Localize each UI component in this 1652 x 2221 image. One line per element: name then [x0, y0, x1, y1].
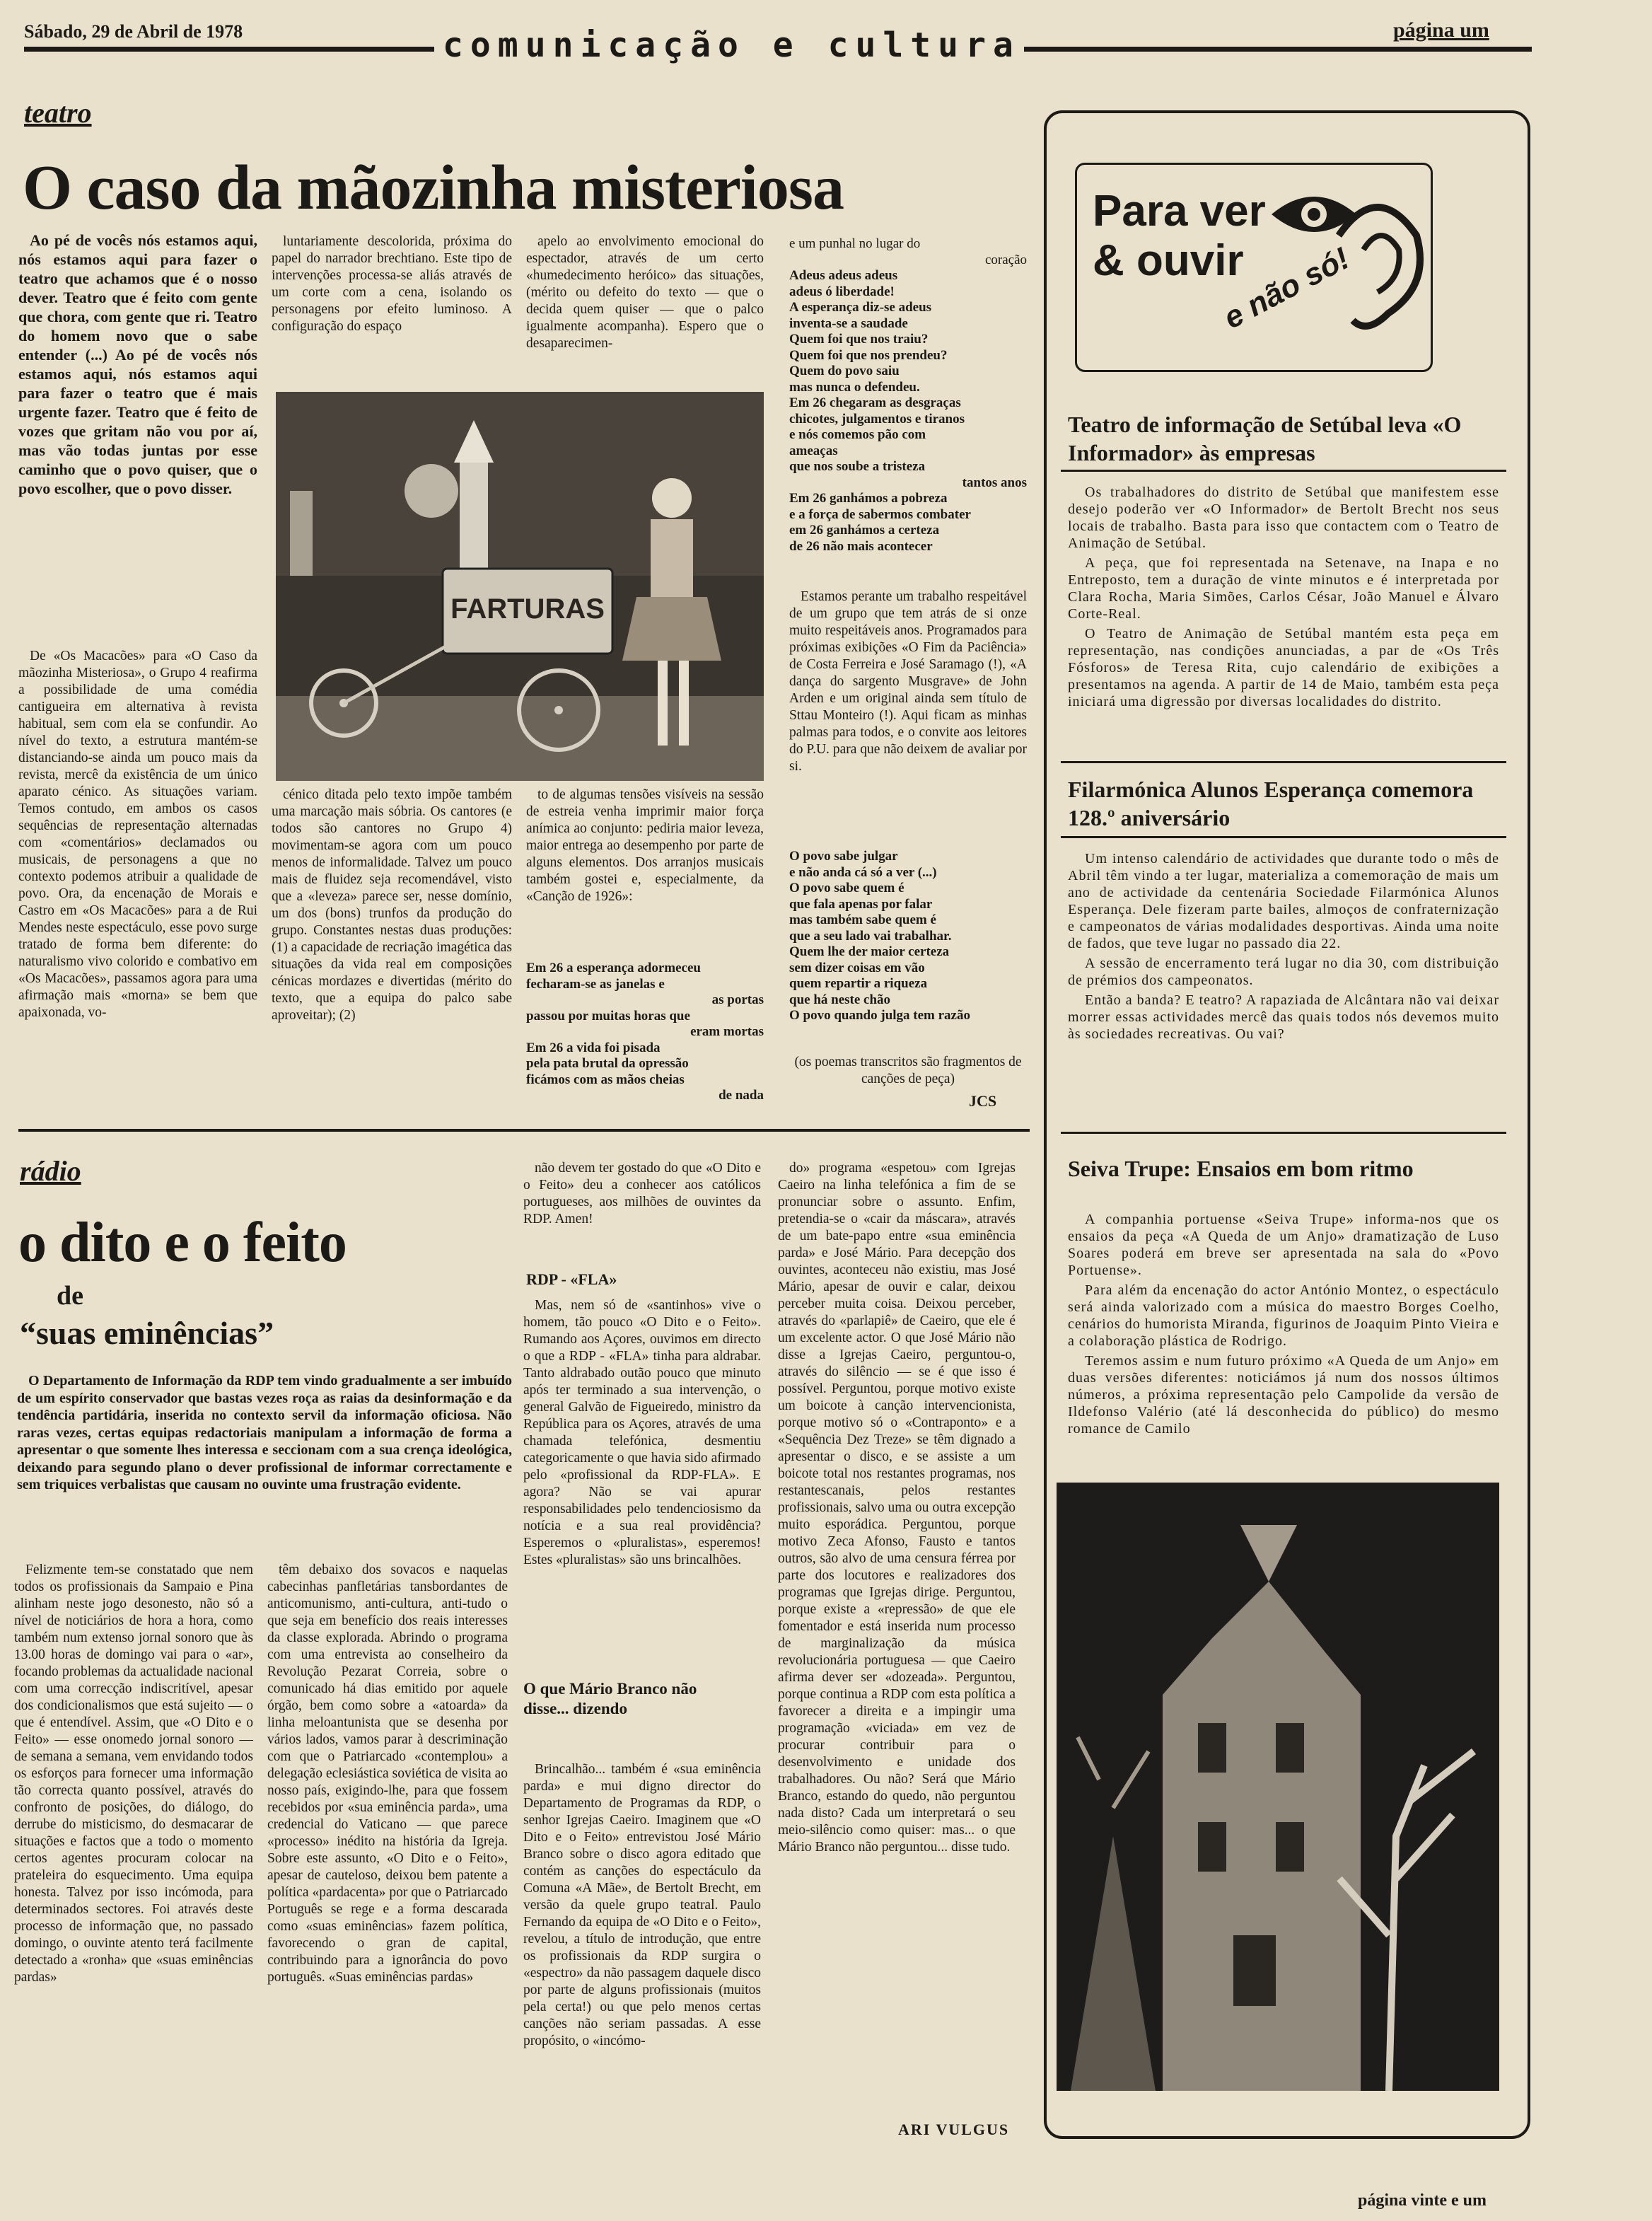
radio-col3-mid: [523, 1297, 761, 1665]
sidebar-article2-body: [1068, 850, 1499, 1045]
poem-line: e a força de sabermos combater: [789, 506, 971, 522]
poem-line: Quem foi que nos traiu?: [789, 332, 929, 347]
teatro-col2-bottom-text: cénico ditada pelo texto impõe também uma marcação mais sóbria. Os cantores (e todos são cantores no Grupo 4) movimentam-se agora com um pouco menos de informalidade. Talvez um pouco mais de fluidez seja recomendável, visto que a «leveza» parece ser, nesse domínio, um dos (bons) trunfos da produção do grupo. Constantes nestas duas produções: (1) a capacidade de recriação imagética das situações da vida real em composições cénicas mordazes e divertidas (mérito do texto, que a equipa do palco sabe aproveitar); (2): [272, 787, 512, 1023]
sidebar-article3-p3: Teremos assim e num futuro próximo «A Queda de um Anjo» em duas versões diferentes: noticiámos já num dos nossos últimos números, a próxima representação pelo Campolide da versão de Ildefonso Valério (até lá desconhecida do público) do mesmo romance de Camilo: [1068, 1353, 1499, 1437]
radio-col3-top: [523, 1160, 761, 1265]
sidebar-article2-title: Filarmónica Alunos Esperança comemora 128.º aniversário: [1068, 777, 1474, 830]
poem-line: de 26 não mais acontecer: [789, 538, 933, 554]
teatro-col4-body: [789, 588, 1027, 843]
radio-lead-text: O Departamento de Informação da RDP tem vindo gradualmente a ser imbuído de um espírito conservador que bastas vezes roça as raias da desinformação e da tendência partidária, inserida no contexto servil da informação oficiosa. Não raras vezes, certas equipas redactoriais manipulam a informação de forma a apresentar o que somente lhes interessa e seccionam com a sua crença ideológica, deixando para segundo plano o dever profissional de informar correctamente e sem triquices verbalistas que causam no ouvinte uma frustração evidente.: [17, 1373, 512, 1492]
radio-subhead: “suas eminências”: [20, 1315, 274, 1351]
sidebar-logo-line2: & ouvir: [1093, 236, 1244, 285]
poem-line: de nada: [719, 1088, 764, 1103]
radio-col4-text: do» programa «espetou» com Igrejas Caeiro na linha telefónica a fim de se pronunciar sobre o assunto. Enfim, pretendia-se o «cair da máscara», através de um bate-papo entre «sua eminência parda» e José Mário. Para decepção dos ouvintes, aconteceu não existiu, mas José Mário, apesar de ouvir e calar, deixou perceber muita coisa. Deixou perceber, através do «parlapiê» de Caeiro, que ele é um excelente actor. O que José Mário não disse a Igrejas Caeiro, perguntou-o, através do silêncio — se é que isso é possível. Perguntou, porque motivo existe um boicote à canção intervencionista, porque motivo só o «Contraponto» e a «Sequência Dez Treze» se têm dignado a apresentar o disco, e se assiste a um boicote total nos restantes programas, nos restantescanais, pelos restantes profissionais, salvo uma ou outra excepção muito esporádica. Perguntou, porque motivo Zeca Afonso, Fausto e tantos outros, são alvo de uma censura férrea por parte dos locutores e realizadores dos programas que Igrejas dirige. Perguntou, porque existe a «repressão» de que ele fomentador e está inserida num processo de marginalização da música revolucionária portuguesa — que Caeiro afirma dever ser «dozeada». Perguntou, porque continua a RDP com esta política a favorecer a direita e a impingir uma programação «viciada» em vez de procurar contribuir para o desenvolvimento e unidade dos trabalhadores. Ou não? Será que Mário Branco, estando do quedo, não perguntou nada disto? Cada um interpretará o seu meio-silêncio como quiser: mas... o que Mário Branco não perguntou... disse tudo.: [778, 1161, 1016, 1855]
issue-date: Sábado, 29 de Abril de 1978: [24, 21, 243, 42]
poem-line: sem dizer coisas em vão: [789, 960, 925, 975]
sidebar-rule-2: [1061, 761, 1506, 763]
poem-line: as portas: [711, 992, 764, 1007]
poem-line: coração: [984, 252, 1027, 267]
sidebar-article2-p1: Um intenso calendário de actividades que durante todo o mês de Abril têm vindo a ter lugar, materializa a comemoração de mais um ano de actividade da centenária Sociedade Filarmónica Alunos Esperança. Dele fizeram parte bailes, almoços de confraternização e campeonatos de várias modalidades desportivas. Ainda uma noite de fados, que teve lugar no passado dia 22.: [1068, 851, 1499, 951]
poem-line: que fala apenas por falar: [789, 896, 933, 912]
poem-line: Em 26 a esperança adormeceu: [526, 961, 701, 975]
sidebar-article2-p3: Então a banda? E teatro? A rapaziada de Alcântara não vai deixar morrer essas actividades mercê das quais todos nós devemos muito às sociedades recreativas. Ou vai?: [1068, 992, 1499, 1042]
poem-line: em 26 ganhámos a certeza: [789, 523, 940, 538]
ear-icon: [1325, 193, 1431, 349]
poem-line: mas também sabe quem é: [789, 912, 936, 927]
poem-line: inventa-se a saudade: [789, 315, 908, 331]
teatro-col3-top-text: apelo ao envolvimento emocional do espectador, através de um certo «humedecimento heróico» das situações, (mérito ou defeito do texto — que o decida quem quiser — que o palco igualmente acompanha). Espero que o desaparecimen-: [526, 234, 764, 351]
article-divider: [18, 1129, 1030, 1132]
radio-col2: [267, 1562, 508, 2205]
teatro-col2-top: [272, 233, 512, 385]
poem-line: Quem lhe der maior certeza: [789, 944, 950, 959]
teatro-lead-text: Ao pé de vocês nós estamos aqui, nós estamos aqui para fazer o teatro que achamos que é o nosso dever. Teatro que é feito com gente que chora, com gente que ri. Teatro do homem novo que o sabe entender (...) Ao pé de vocês nós estamos aqui, nós estamos aqui para fazer o teatro que é mais urgente fazer. Teatro que é feito de vozes que gritam não vou por aí, mas vão todas juntas por esse caminho que o povo quiser, que o povo escolher, que o povo disser.: [18, 231, 257, 497]
radio-col2-text: têm debaixo dos sovacos e naquelas cabecinhas panfletárias tansbordantes de anticomunismo, anti-cultura, anti-tudo o que seja em benefício dos reais interesses da classe explorada. Abrindo o programa com uma entrevista ao conselheiro da Revolução Pezarat Correia, sobre o comunicado há dias emitido por aquele órgão, bem como sobre a «atoarda» da linha meloantunista que se desenha por vários lados, vamos parar à descriminação com que o Patriarcado «contemplou» a delegação eclesiástica soviética de visita ao nosso país, exigindo-lhe, para que fossem recebidos por «sua eminência parda», uma credencial do Vaticano — que parece «processo» inédito na história da Igreja. Sobre este assunto, «O Dito e o Feito», apesar de cauteloso, deixou bem patente a política «pardacenta» por que o Patriarcado Português se rege e a forma descarada como «suas eminências» fazem política, favorecendo o gran de capital, contribuindo para a ignorância do povo português. «Suas eminências pardas»: [267, 1562, 508, 1985]
teatro-col3-top: [526, 233, 764, 385]
poem-line: ameaças: [789, 443, 838, 458]
sidebar-article2-p2: A sessão de encerramento terá lugar no dia 30, com distribuição de prémios dos campeonatos.: [1068, 956, 1499, 988]
poem-line: Quem do povo saiu: [789, 364, 900, 378]
teatro-signature: JCS: [969, 1092, 997, 1110]
radio-col4: [778, 1160, 1016, 2105]
poem-line: e não anda cá só a ver (...): [789, 864, 937, 880]
radio-col1: [14, 1562, 253, 2205]
teatro-col1-text: De «Os Macacões» para «O Caso da mãozinha Misteriosa», o Grupo 4 reafirma a possibilidade de uma comédia cantigueira em alternativa à revista habitual, sem com ela se confundir. Ao nível do texto, a estrutura mantém-se distanciando-se ainda um pouco mais da revista, mercê da existência de um único aparato cénico. As situações variam. Temos contudo, em ambos os casos sequências de representação alternadas com «comentários» declamados ou musicais, de personagens a que no contexto podemos atribuir a qualidade de povo. Ora, da encenação de Morais e Castro em «Os Macacões» para a de Rui Mendes neste espectáculo, esse povo surge tratado de forma bem diferente: do naturalismo vivo colorido e combativo em «Os Macacões», passamos agora para uma afirmação mais «morna» se bem que apaixonada, vo-: [18, 649, 257, 1020]
poem-line: que nos soube a tristeza: [789, 459, 926, 474]
seiva-trupe-photo: [1057, 1483, 1499, 2091]
teatro-col3-bottom: [526, 787, 764, 959]
poem-line: adeus ó liberdade!: [789, 284, 895, 299]
radio-headline: o dito e o feito: [18, 1212, 347, 1274]
poem-line: Em 26 a vida foi pisada: [526, 1040, 661, 1055]
radio-subhead-de: de: [57, 1281, 83, 1311]
poem-line: pela pata brutal da opressão: [526, 1056, 689, 1071]
radio-kicker: rádio: [20, 1155, 81, 1187]
sidebar-article1-p3: O Teatro de Animação de Setúbal mantém esta peça em representação, nas condições anunciadas, a par de «Os Três Fósforos» de Teresa Rita, cujo calendário de exibições a presentamos na agenda. A partir de 14 de Maio, também esta peça iniciará uma digressão por diversas localidades do distrito.: [1068, 626, 1499, 709]
teatro-col4-body-text: Estamos perante um trabalho respeitável de um grupo que tem atrás de si onze muito respeitáveis anos. Programados para próximas exibições «O Fim da Paciência» de Costa Ferreira e José Saramago (!), «A dança do sargento Musgrave» de John Arden e um original ainda sem título de Sttau Monteiro (!). Aqui ficam as minhas palmas para todos, e o convite aos leitores do P.U. para que não deixem de avaliar por si.: [789, 589, 1027, 774]
poem-line: que há neste chão: [789, 992, 891, 1007]
sidebar-article3-p1: A companhia portuense «Seiva Trupe» informa-nos que os ensaios da peça «A Queda de um Anjo» dramatização de Luso Soares poderá em breve ser apresentada na sala do «Povo Portuense».: [1068, 1212, 1499, 1278]
sidebar-article3-title: Seiva Trupe: Ensaios em bom ritmo: [1068, 1156, 1414, 1181]
radio-col3-bottom-text: Brincalhão... também é «sua eminência parda» e mui digno director do Departamento de Programas da RDP, o senhor Igrejas Caeiro. Imaginem que «O Dito e o Feito» entrevistou José Mário Branco sobre o disco agora editado que contém as canções do espectáculo da Comuna «A Mãe», de Bertolt Brecht, em versão da quele grupo teatral. Paulo Fernando da equipa de «O Dito e o Feito», revelou, a título de introdução, que entre os profissionais da RDP surgira o «espectro» da não passagem daquele disco por parte de alguns profissionais (muitos pela certa!) ou que pelo menos certas canções não seriam passadas. A esse propósito, o «incómo-: [523, 1762, 761, 2048]
radio-col3-subhead1: RDP - «FLA»: [526, 1270, 617, 1288]
poem-line: O povo quando julga tem razão: [789, 1008, 970, 1023]
teatro-col2-bottom: [272, 787, 512, 1109]
poem-line: O povo sabe quem é: [789, 881, 904, 895]
sidebar-article1-p2: A peça, que foi representada na Setenave, na Inapa e no Entreposto, tem a duração de vinte minutos e é interpretada por Clara Rocha, Maria Simões, Carlos César, João Manuel e Álvaro Corte-Real.: [1068, 555, 1499, 622]
poem-line: mas nunca o defendeu.: [789, 379, 920, 395]
theatre-photo-art: [276, 392, 764, 781]
teatro-lead: [18, 231, 257, 634]
poem-line: que a seu lado vai trabalhar.: [789, 928, 952, 944]
page-label-bottom: página vinte e um: [1358, 2191, 1487, 2210]
photo-sign-text: FARTURAS: [450, 593, 605, 625]
sidebar-logo-box: [1075, 163, 1433, 372]
teatro-col2-top-text: luntariamente descolorida, próxima do papel do narrador brechtiano. Este tipo de intervenções processa-se aliás através de um corte com a cena, isolando os personagens por efeito luminoso. A configuração do espaço: [272, 234, 512, 334]
teatro-col3-bottom-text: to de algumas tensões visíveis na sessão de estreia venha imprimir maior força anímica ao conjunto: pediria maior leveza, maior entrega ao desempenho por parte de alguns elementos. Dos arranjos musicais também gostei e, especialmente, da «Canção de 1926»:: [526, 787, 764, 904]
sidebar-rule-1: [1061, 470, 1506, 472]
sidebar-logo-stamp: e não só!: [1218, 240, 1356, 336]
radio-col3-subhead2: O que Mário Branco não disse... dizendo: [523, 1680, 697, 1717]
radio-signature: ARI VULGUS: [898, 2121, 1010, 2138]
theatre-photo: [276, 392, 764, 781]
radio-col3-bottom: [523, 1761, 761, 2205]
sidebar-article1-body: [1068, 484, 1499, 713]
poem-line: Quem foi que nos prendeu?: [789, 347, 948, 363]
teatro-col1-body: [18, 648, 257, 1108]
sidebar-article1-title: Teatro de informação de Setúbal leva «O Informador» às empresas: [1068, 412, 1462, 465]
poem-line: eram mortas: [690, 1024, 764, 1039]
teatro-col3-poem: [526, 961, 764, 1104]
radio-col1-text: Felizmente tem-se constatado que nem todos os profissionais da Sampaio e Pina alinham neste jogo desonesto, não só a nível de noticiários de hora a hora, como também num extenso jornal sonoro que às 13.00 horas de domingo vai para o «ar», focando problemas da actualidade nacional com uma correcção indiscritível, apesar dos condicionalismos que está sujeito — o que é entendível. Assim, que «O Dito e o Feito» — esse onomedo jornal sonoro — de semana a semana, vem envidando todos os esforços para fornecer uma informação tão correcta quanto possível, através do confronto de posições, do diálogo, do derrube do misticismo, do desmacarar de situações e factos que a todo o momento certos agentes procuram colocar na prateleira do esquecimento. Uma equipa honesta. Talvez por isso incómoda, para determinados sectores. Foi através deste processo de informação que, no passado domingo, o ouvinte atento terá facilmente detectado a «ronha» que «suas eminências pardas»: [14, 1562, 253, 1985]
teatro-col4-poem1: [789, 236, 1027, 555]
poem-line: passou por muitas horas que: [526, 1008, 690, 1023]
teatro-col4-note: (os poemas transcritos são fragmentos de canções de peça): [794, 1055, 1022, 1086]
teatro-kicker: teatro: [24, 97, 92, 129]
header-rule-right: [1024, 47, 1532, 52]
poem-line: Adeus adeus adeus: [789, 268, 898, 283]
poem-line: A esperança diz-se adeus: [789, 300, 932, 315]
poem-line: quem repartir a riqueza: [789, 976, 928, 991]
sidebar-article1-p1: Os trabalhadores do distrito de Setúbal que manifestem esse desejo poderão ver «O Informador» de Bertolt Brecht nos seus locais de trabalho. Basta para isso que contactem com o Teatro de Animação de Setúbal.: [1068, 485, 1499, 551]
poem-line: tantos anos: [962, 475, 1027, 490]
page-label-top: página um: [1393, 18, 1489, 42]
poem-line: Em 26 ganhámos a pobreza: [789, 491, 948, 506]
header-rule-left: [24, 47, 434, 52]
sidebar-logo-line1: Para ver: [1093, 187, 1266, 236]
poem-line: ficámos com as mãos cheias: [526, 1072, 685, 1087]
sidebar-article3-p2: Para além da encenação do actor António Montez, o espectáculo será ainda valorizado com a música do maestro Borges Coelho, cenários do humorista Miranda, figurinos de Joaquim Pinto Vieira e a colaboração plástica de Rodrigo.: [1068, 1282, 1499, 1349]
poem-line: O povo sabe julgar: [789, 849, 898, 864]
poem-line: fecharam-se as janelas e: [526, 976, 665, 992]
section-title: comunicação e cultura: [434, 25, 1029, 65]
radio-col3-top-text: não devem ter gostado do que «O Dito e o Feito» deu a conhecer aos católicos portugueses, aos milhões de ouvintes da RDP. Amen!: [523, 1161, 761, 1227]
teatro-headline: O caso da mãozinha misteriosa: [23, 153, 844, 223]
radio-col3-mid-text: Mas, nem só de «santinhos» vive o homem, tão pouco «O Dito e o Feito». Rumando aos Açores, ouvimos em directo o que a RDP - «FLA» tinha para aldrabar. Tanto aldrabado outão pouco que minuto após ter terminado a sua intervenção, o general Galvão de Figueiredo, ministro da República para os Açores, através de uma chamada telefónica, desmentiu categoricamente o que havia sido afirmado pelo «profissional da RDP-FLA». E agora? Não se vai apurar responsabilidades pelo tendenciosismo da notícia e a sua real providência? Esperemos o «pluralistas», esperemos! Estes «pluralistas» são uns brincalhões.: [523, 1298, 761, 1567]
teatro-col4-poem2: [789, 849, 1027, 1024]
radio-lead: [17, 1372, 512, 1542]
sidebar-rule-4: [1061, 1132, 1506, 1134]
poem-line: chicotes, julgamentos e tiranos: [789, 411, 965, 427]
sidebar-article3-body: [1068, 1211, 1499, 1440]
seiva-trupe-photo-art: [1057, 1483, 1499, 2091]
sidebar-rule-3: [1061, 836, 1506, 838]
poem-line: e nós comemos pão com: [789, 427, 926, 442]
poem-line: e um punhal no lugar do: [789, 236, 921, 251]
poem-line: Em 26 chegaram as desgraças: [789, 395, 961, 410]
